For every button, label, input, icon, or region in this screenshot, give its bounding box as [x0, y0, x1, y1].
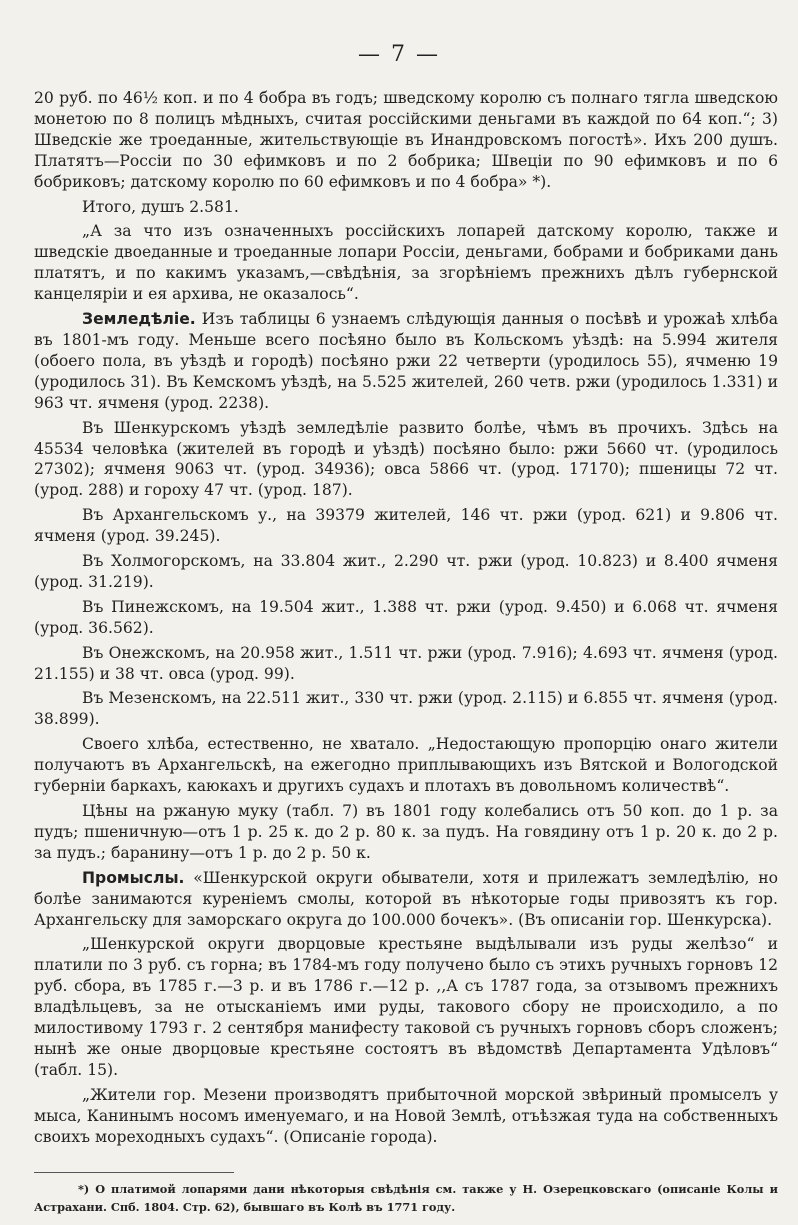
paragraph: „Жители гор. Мезени производятъ прибыточной морской звѣриный промыселъ у мыса, Канинымъ носомъ именуемаго, и на Новой Землѣ, отъѣзжая туда на собственныхъ своихъ мореходныхъ судахъ“. (Описаніе города).: [34, 1085, 778, 1146]
paragraph: Своего хлѣба, естественно, не хватало. „Недостающую пропорцію онаго жители получаютъ въ Архангельскѣ, на ежегодно приплывающихъ изъ Вятской и Вологодской губерніи баркахъ, каюкахъ и другихъ судахъ и плотахъ въ довольномъ количествѣ“.: [34, 735, 778, 796]
paragraph: 20 руб. по 46½ коп. и по 4 бобра въ годъ; шведскому королю съ полнаго тягла шведскою монетою по 8 полицъ мѣдныхъ, считая россійскими деньгами въ каждой по 64 коп.“; 3) Шведскіе же троеданные, жительствующіе въ Инандровскомъ погостѣ». Ихъ 200 душъ. Платятъ—Россіи по 30 ефимковъ и по 2 бобрика; Швеціи по 90 ефимковъ и по 6 бобриковъ; датскому королю по 60 ефимковъ и по 4 бобра» *).: [34, 89, 778, 191]
footnote-divider: [34, 1172, 234, 1173]
paragraph: [34, 868, 778, 931]
paragraph: [34, 309, 778, 414]
footnote: *) О платимой лопарями дани нѣкоторыя свѣдѣнія см. также у Н. Озерецковскаго (описаніе Колы и Астрахани. Спб. 1804. Стр. 62), бывшаго въ Колѣ въ 1771 году.: [34, 1182, 778, 1214]
page-number: — 7 —: [358, 42, 440, 67]
paragraph: Въ Архангельскомъ у., на 39379 жителей, 146 чт. ржи (урод. 621) и 9.806 чт. ячменя (урод. 39.245).: [34, 506, 778, 546]
paragraph: Въ Пинежскомъ, на 19.504 жит., 1.388 чт. ржи (урод. 9.450) и 6.068 чт. ячменя (урод. 36.562).: [34, 597, 778, 637]
paragraph: „Шенкурской округи дворцовые крестьяне выдѣлывали изъ руды желѣзо“ и платили по 3 руб. съ горна; въ 1784-мъ году получено было съ этихъ ручныхъ горновъ 12 руб. сбора, въ 1785 г.—3 р. и въ 1786 г.—12 р. ,,А съ 1787 года, за отзывомъ прежнихъ владѣльцевъ, за не отысканіемъ ими руды, такового сбору не происходило, а по милостивому 1793 г. 2 сентября манифесту таковой съ ручныхъ горновъ сборъ сложенъ; нынѣ же оные дворцовые крестьяне состоятъ въ вѣдомствѣ Департамента Удѣловъ“ (табл. 15).: [34, 935, 778, 1079]
paragraph: Цѣны на ржаную муку (табл. 7) въ 1801 году колебались отъ 50 коп. до 1 р. за пудъ; пшеничную—отъ 1 р. 25 к. до 2 р. 80 к. за пудъ. На говядину отъ 1 р. 20 к. до 2 р. за пудъ.; баранину—отъ 1 р. до 2 р. 50 к.: [34, 802, 778, 862]
paragraph: Въ Мезенскомъ, на 22.511 жит., 330 чт. ржи (урод. 2.115) и 6.855 чт. ячменя (урод. 38.899).: [34, 689, 778, 729]
paragraph-text: «Шенкурской округи обыватели, хотя и прилежатъ земледѣлію, но болѣе занимаются куреніемъ смолы, которой въ нѣкоторые годы привозятъ къ гор. Архангельску для заморскаго округа до 100.000 бочекъ». (Въ описаніи гор. Шенкурска).: [34, 868, 778, 929]
paragraph: Итого, душъ 2.581.: [82, 197, 239, 216]
section-heading-agriculture: Земледѣліе.: [82, 310, 196, 329]
paragraph: Въ Онежскомъ, на 20.958 жит., 1.511 чт. ржи (урод. 7.916); 4.693 чт. ячменя (урод. 21.155) и 38 чт. овса (урод. 99).: [34, 643, 778, 683]
paragraph: Въ Шенкурскомъ уѣздѣ земледѣліе развито болѣе, чѣмъ въ прочихъ. Здѣсь на 45534 человѣка (жителей въ городѣ и уѣздѣ) посѣяно было: ржи 5660 чт. (уродилось 27302); ячменя 9063 чт. (урод. 34936); овса 5866 чт. (урод. 17170); пшеницы 72 чт. (урод. 288) и гороху 47 чт. (урод. 187).: [34, 418, 778, 500]
paragraph-text: Изъ таблицы 6 узнаемъ слѣдующія данныя о посѣвѣ и урожаѣ хлѣба въ 1801-мъ году. Меньше всего посѣяно было въ Кольскомъ уѣздѣ: на 5.994 жителя (обоего пола, въ уѣздѣ и городѣ) посѣяно ржи 22 четверти (уродилось 55), ячменю 19 (уродилось 31). Въ Кемскомъ уѣздѣ, на 5.525 жителей, 260 четв. ржи (уродилось 1.331) и 963 чт. ячменя (урод. 2238).: [34, 310, 778, 412]
page-body: [34, 88, 778, 1152]
paragraph: „А за что изъ означенныхъ россійскихъ лопарей датскому королю, также и шведскіе двоеданные и троеданные лопари Россіи, деньгами, бобрами и бобриками дань платятъ, и по какимъ указамъ,—свѣдѣнія, за згорѣніемъ прежнихъ дѣлъ губернской канцеляріи и ея архива, не оказалось“.: [34, 222, 778, 304]
section-heading-trades: Промыслы.: [82, 868, 185, 887]
paragraph: Въ Холмогорскомъ, на 33.804 жит., 2.290 чт. ржи (урод. 10.823) и 8.400 ячменя (урод. 31.219).: [34, 552, 778, 591]
